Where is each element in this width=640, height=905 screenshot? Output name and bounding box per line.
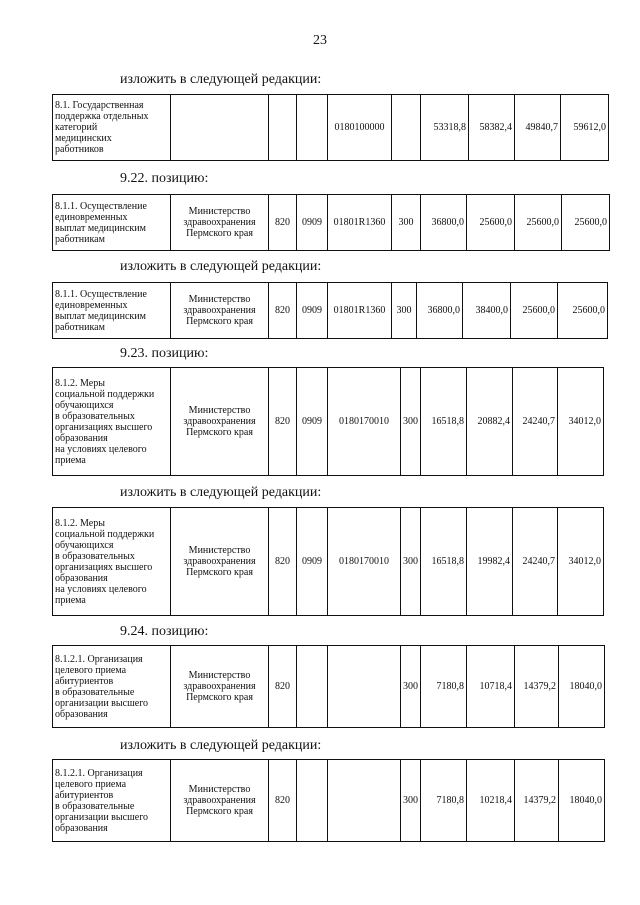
amount-cell-2: 58382,4: [469, 95, 515, 161]
amount-cell-1: 16518,8: [421, 368, 467, 476]
amount-cell-4: 18040,0: [559, 646, 605, 728]
admin-code-cell: 820: [269, 646, 297, 728]
article-code-cell: 01801R1360: [328, 283, 392, 339]
expense-type-cell: 300: [392, 283, 417, 339]
amount-cell-4: 59612,0: [561, 95, 609, 161]
page-number: 23: [313, 33, 327, 48]
position-name-cell: 8.1.1. Осуществление единовременных выплат медицинским работникам: [53, 283, 171, 339]
expense-type-cell: 300: [401, 508, 421, 616]
amount-cell-3: 25600,0: [511, 283, 558, 339]
heading-edit-4: изложить в следующей редакции:: [120, 738, 322, 753]
budget-table-3: [52, 282, 608, 339]
amount-cell-2: 10218,4: [467, 760, 515, 842]
ministry-cell: Министерство здравоохранения Пермского края: [171, 646, 269, 728]
ministry-cell: Министерство здравоохранения Пермского края: [171, 508, 269, 616]
section-code-cell: 0909: [297, 508, 328, 616]
admin-code-cell: 820: [269, 508, 297, 616]
budget-table-4: [52, 367, 604, 476]
expense-type-cell: 300: [401, 760, 421, 842]
amount-cell-2: 10718,4: [467, 646, 515, 728]
admin-code-cell: 820: [269, 195, 297, 251]
budget-table-5: [52, 507, 604, 616]
amount-cell-1: 36800,0: [421, 195, 467, 251]
amount-cell-1: 36800,0: [417, 283, 463, 339]
admin-code-cell: 820: [269, 283, 297, 339]
amount-cell-1: 16518,8: [421, 508, 467, 616]
admin-code-cell: 820: [269, 760, 297, 842]
article-code-cell: 0180100000: [328, 95, 392, 161]
amount-cell-2: 38400,0: [463, 283, 511, 339]
article-code-cell: 01801R1360: [328, 195, 392, 251]
section-code-cell: 0909: [297, 283, 328, 339]
section-code-cell: [297, 646, 328, 728]
heading-position-9-24: 9.24. позицию:: [120, 624, 209, 639]
admin-code-cell: [269, 95, 297, 161]
ministry-cell: Министерство здравоохранения Пермского края: [171, 283, 269, 339]
amount-cell-3: 24240,7: [513, 508, 558, 616]
amount-cell-3: 14379,2: [515, 760, 559, 842]
budget-table-1: [52, 94, 609, 161]
expense-type-cell: 300: [401, 646, 421, 728]
ministry-cell: Министерство здравоохранения Пермского края: [171, 368, 269, 476]
position-name-cell: 8.1. Государственная поддержка отдельных категорий медицинских работников: [53, 95, 171, 161]
amount-cell-3: 49840,7: [515, 95, 561, 161]
ministry-cell: Министерство здравоохранения Пермского края: [171, 760, 269, 842]
heading-edit-2: изложить в следующей редакции:: [120, 259, 322, 274]
heading-position-9-23: 9.23. позицию:: [120, 346, 209, 361]
section-code-cell: [297, 95, 328, 161]
position-name-cell: 8.1.2.1. Организация целевого приема абитуриентов в образовательные организации высшего образования: [53, 646, 171, 728]
section-code-cell: 0909: [297, 195, 328, 251]
amount-cell-4: 25600,0: [558, 283, 608, 339]
amount-cell-1: 53318,8: [421, 95, 469, 161]
amount-cell-3: 25600,0: [515, 195, 562, 251]
admin-code-cell: 820: [269, 368, 297, 476]
expense-type-cell: 300: [392, 195, 421, 251]
section-code-cell: [297, 760, 328, 842]
article-code-cell: [328, 646, 401, 728]
amount-cell-4: 18040,0: [559, 760, 605, 842]
amount-cell-1: 7180,8: [421, 760, 467, 842]
article-code-cell: 0180170010: [328, 508, 401, 616]
expense-type-cell: [392, 95, 421, 161]
position-name-cell: 8.1.1. Осуществление единовременных выплат медицинским работникам: [53, 195, 171, 251]
heading-position-9-22: 9.22. позицию:: [120, 171, 209, 186]
position-name-cell: 8.1.2. Меры социальной поддержки обучающихся в образовательных организациях высшего образования на условиях целевого приема: [53, 508, 171, 616]
amount-cell-4: 25600,0: [562, 195, 610, 251]
heading-edit-3: изложить в следующей редакции:: [120, 485, 322, 500]
article-code-cell: 0180170010: [328, 368, 401, 476]
article-code-cell: [328, 760, 401, 842]
ministry-cell: [171, 95, 269, 161]
budget-table-6: [52, 645, 605, 728]
amount-cell-4: 34012,0: [558, 508, 604, 616]
expense-type-cell: 300: [401, 368, 421, 476]
heading-edit-1: изложить в следующей редакции:: [120, 72, 322, 87]
ministry-cell: Министерство здравоохранения Пермского края: [171, 195, 269, 251]
amount-cell-2: 20882,4: [467, 368, 513, 476]
amount-cell-1: 7180,8: [421, 646, 467, 728]
amount-cell-3: 14379,2: [515, 646, 559, 728]
amount-cell-4: 34012,0: [558, 368, 604, 476]
amount-cell-3: 24240,7: [513, 368, 558, 476]
budget-table-7: [52, 759, 605, 842]
section-code-cell: 0909: [297, 368, 328, 476]
position-name-cell: 8.1.2.1. Организация целевого приема абитуриентов в образовательные организации высшего образования: [53, 760, 171, 842]
position-name-cell: 8.1.2. Меры социальной поддержки обучающихся в образовательных организациях высшего образования на условиях целевого приема: [53, 368, 171, 476]
amount-cell-2: 25600,0: [467, 195, 515, 251]
amount-cell-2: 19982,4: [467, 508, 513, 616]
budget-table-2: [52, 194, 610, 251]
